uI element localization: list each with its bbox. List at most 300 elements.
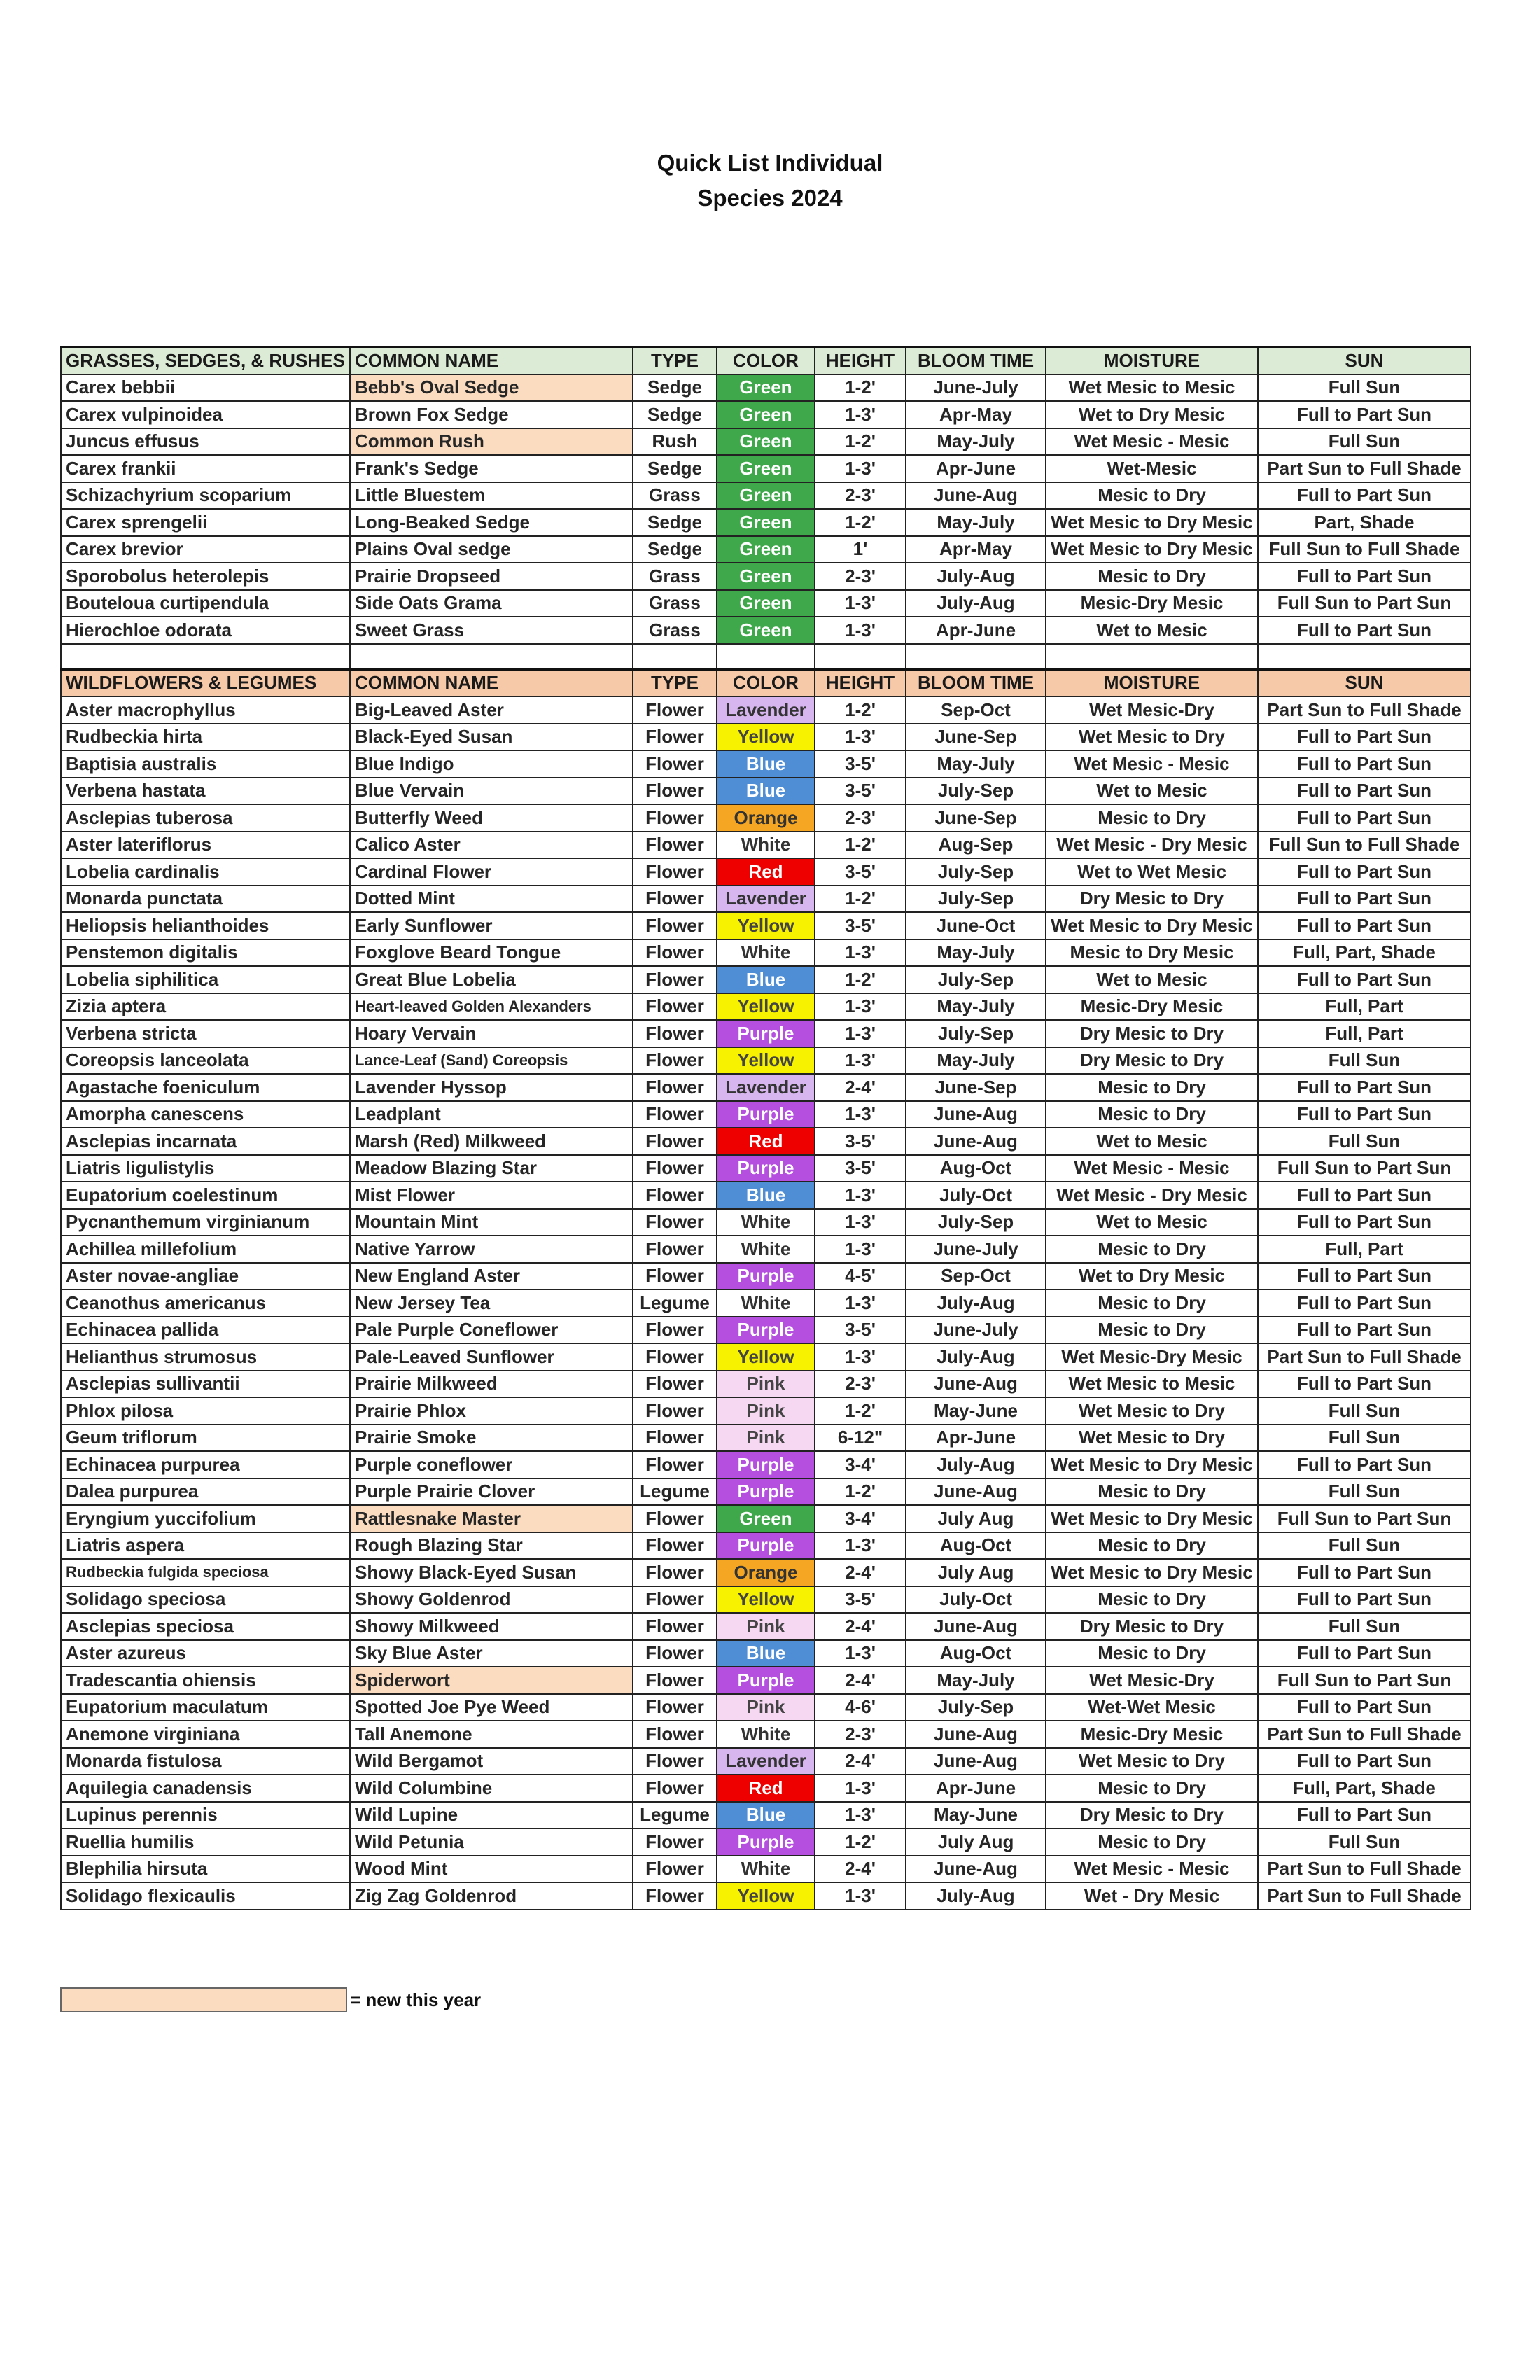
common-name-cell: Cardinal Flower [350,858,633,886]
type-cell: Flower [633,1640,717,1667]
common-name-cell: Side Oats Grama [350,590,633,617]
scientific-name-cell: Verbena hastata [61,778,350,805]
scientific-name-cell: Hierochloe odorata [61,617,350,644]
bloom-time-cell: July-Sep [906,778,1046,805]
height-cell: 1-3' [815,1209,906,1236]
moisture-cell: Wet Mesic to Dry [1046,1424,1258,1452]
scientific-name-cell: Eryngium yuccifolium [61,1505,350,1532]
sun-cell: Full Sun [1258,1828,1471,1856]
color-cell: Green [717,455,815,482]
empty-cell [350,644,633,670]
moisture-cell: Wet Mesic - Dry Mesic [1046,1182,1258,1209]
table-row [61,563,1471,590]
moisture-cell: Wet to Mesic [1046,617,1258,644]
height-cell: 1-2' [815,374,906,402]
bloom-time-cell: July-Aug [906,563,1046,590]
sun-cell: Full to Part Sun [1258,1802,1471,1829]
type-cell: Flower [633,832,717,859]
type-cell: Sedge [633,509,717,536]
common-name-cell: Long-Beaked Sedge [350,509,633,536]
height-cell: 1-3' [815,1101,906,1128]
table-row [61,509,1471,536]
moisture-cell: Wet Mesic to Dry Mesic [1046,912,1258,939]
table-row [61,1047,1471,1074]
table-row [61,428,1471,456]
moisture-cell: Dry Mesic to Dry [1046,1802,1258,1829]
table-row [61,1289,1471,1317]
sun-cell: Full to Part Sun [1258,401,1471,428]
height-cell: 1-2' [815,966,906,993]
moisture-cell: Mesic to Dry [1046,1774,1258,1802]
height-cell: 1-2' [815,832,906,859]
height-cell: 1-3' [815,993,906,1021]
color-cell: Yellow [717,1047,815,1074]
height-cell: 1-2' [815,428,906,456]
scientific-name-cell: Penstemon digitalis [61,939,350,967]
moisture-cell: Wet Mesic to Mesic [1046,1371,1258,1398]
color-cell: White [717,939,815,967]
bloom-time-cell: May-July [906,1047,1046,1074]
moisture-cell: Wet Mesic-Dry Mesic [1046,1343,1258,1371]
color-cell: Yellow [717,993,815,1021]
moisture-cell: Wet-Mesic [1046,455,1258,482]
color-cell: Purple [717,1155,815,1182]
moisture-cell: Dry Mesic to Dry [1046,1047,1258,1074]
sun-cell: Part Sun to Full Shade [1258,1882,1471,1910]
table-row [61,374,1471,402]
sun-cell: Full to Part Sun [1258,886,1471,913]
height-cell: 1-3' [815,1020,906,1047]
column-header: HEIGHT [815,669,906,696]
type-cell: Flower [633,1721,717,1748]
type-cell: Sedge [633,374,717,402]
common-name-cell: Brown Fox Sedge [350,401,633,428]
sun-cell: Full to Part Sun [1258,912,1471,939]
common-name-cell: Showy Goldenrod [350,1586,633,1614]
sun-cell: Full to Part Sun [1258,1074,1471,1101]
height-cell: 1-2' [815,696,906,724]
height-cell: 2-4' [815,1559,906,1586]
height-cell: 2-4' [815,1667,906,1694]
column-header: MOISTURE [1046,669,1258,696]
height-cell: 1-3' [815,401,906,428]
table-row [61,1451,1471,1478]
scientific-name-cell: Helianthus strumosus [61,1343,350,1371]
height-cell: 1-3' [815,590,906,617]
sun-cell: Full to Part Sun [1258,1451,1471,1478]
bloom-time-cell: Apr-May [906,401,1046,428]
common-name-cell: Wood Mint [350,1856,633,1883]
height-cell: 1-3' [815,1802,906,1829]
common-name-cell: Foxglove Beard Tongue [350,939,633,967]
height-cell: 3-4' [815,1451,906,1478]
bloom-time-cell: Sep-Oct [906,696,1046,724]
type-cell: Flower [633,1667,717,1694]
height-cell: 4-5' [815,1263,906,1290]
table-row [61,536,1471,564]
bloom-time-cell: July Aug [906,1559,1046,1586]
type-cell: Flower [633,1424,717,1452]
sun-cell: Part Sun to Full Shade [1258,1856,1471,1883]
type-cell: Flower [633,750,717,778]
type-cell: Flower [633,1613,717,1640]
height-cell: 3-5' [815,858,906,886]
color-cell: Green [717,563,815,590]
color-cell: White [717,832,815,859]
table-row [61,939,1471,967]
table-row [61,1559,1471,1586]
scientific-name-cell: Ruellia humilis [61,1828,350,1856]
bloom-time-cell: June-Aug [906,1721,1046,1748]
color-cell: White [717,1289,815,1317]
moisture-cell: Wet Mesic - Dry Mesic [1046,832,1258,859]
sun-cell: Full Sun [1258,1613,1471,1640]
moisture-cell: Wet Mesic to Dry [1046,724,1258,751]
moisture-cell: Wet Mesic - Mesic [1046,1856,1258,1883]
scientific-name-cell: Carex bebbii [61,374,350,402]
scientific-name-cell: Agastache foeniculum [61,1074,350,1101]
color-cell: Lavender [717,696,815,724]
bloom-time-cell: June-July [906,1236,1046,1263]
common-name-cell: Wild Petunia [350,1828,633,1856]
color-cell: Green [717,617,815,644]
height-cell: 2-4' [815,1748,906,1775]
bloom-time-cell: July-Aug [906,1289,1046,1317]
height-cell: 3-5' [815,1317,906,1344]
moisture-cell: Wet Mesic to Dry Mesic [1046,1505,1258,1532]
scientific-name-cell: Asclepias speciosa [61,1613,350,1640]
column-header: WILDFLOWERS & LEGUMES [61,669,350,696]
scientific-name-cell: Geum triflorum [61,1424,350,1452]
column-header: BLOOM TIME [906,669,1046,696]
bloom-time-cell: June-Sep [906,724,1046,751]
sun-cell: Full Sun [1258,1424,1471,1452]
moisture-cell: Mesic to Dry [1046,1586,1258,1614]
scientific-name-cell: Lobelia cardinalis [61,858,350,886]
type-cell: Legume [633,1802,717,1829]
moisture-cell: Dry Mesic to Dry [1046,1020,1258,1047]
height-cell: 4-6' [815,1694,906,1721]
type-cell: Flower [633,1020,717,1047]
sun-cell: Part, Shade [1258,509,1471,536]
common-name-cell: Tall Anemone [350,1721,633,1748]
sun-cell: Part Sun to Full Shade [1258,455,1471,482]
scientific-name-cell: Tradescantia ohiensis [61,1667,350,1694]
moisture-cell: Wet Mesic to Dry [1046,1397,1258,1424]
empty-cell [1046,644,1258,670]
bloom-time-cell: Apr-June [906,1774,1046,1802]
bloom-time-cell: May-July [906,993,1046,1021]
common-name-cell: Native Yarrow [350,1236,633,1263]
scientific-name-cell: Rudbeckia hirta [61,724,350,751]
scientific-name-cell: Phlox pilosa [61,1397,350,1424]
type-cell: Flower [633,886,717,913]
color-cell: Lavender [717,1074,815,1101]
common-name-cell: Plains Oval sedge [350,536,633,564]
height-cell: 3-5' [815,1155,906,1182]
empty-cell [633,644,717,670]
table-row [61,1128,1471,1155]
common-name-cell: Pale-Leaved Sunflower [350,1343,633,1371]
scientific-name-cell: Echinacea purpurea [61,1451,350,1478]
type-cell: Flower [633,1343,717,1371]
empty-cell [61,644,350,670]
color-cell: Red [717,858,815,886]
column-header: COLOR [717,347,815,374]
type-cell: Flower [633,1209,717,1236]
bloom-time-cell: Aug-Oct [906,1640,1046,1667]
bloom-time-cell: July-Sep [906,966,1046,993]
height-cell: 1-3' [815,1343,906,1371]
column-header: SUN [1258,347,1471,374]
bloom-time-cell: July Aug [906,1505,1046,1532]
scientific-name-cell: Anemone virginiana [61,1721,350,1748]
sun-cell: Full Sun [1258,1397,1471,1424]
height-cell: 1-3' [815,1047,906,1074]
type-cell: Flower [633,1074,717,1101]
moisture-cell: Wet to Wet Mesic [1046,858,1258,886]
type-cell: Legume [633,1478,717,1506]
table-row [61,966,1471,993]
common-name-cell: Rattlesnake Master [350,1505,633,1532]
scientific-name-cell: Pycnanthemum virginianum [61,1209,350,1236]
type-cell: Sedge [633,536,717,564]
scientific-name-cell: Eupatorium maculatum [61,1694,350,1721]
table-row [61,750,1471,778]
type-cell: Sedge [633,455,717,482]
height-cell: 1-3' [815,1640,906,1667]
bloom-time-cell: Aug-Oct [906,1532,1046,1560]
height-cell: 2-3' [815,563,906,590]
color-cell: Purple [717,1020,815,1047]
table-row [61,1856,1471,1883]
type-cell: Flower [633,1371,717,1398]
color-cell: Red [717,1774,815,1802]
sun-cell: Full to Part Sun [1258,724,1471,751]
scientific-name-cell: Aster novae-angliae [61,1263,350,1290]
table-row [61,455,1471,482]
moisture-cell: Wet to Mesic [1046,1128,1258,1155]
bloom-time-cell: Apr-May [906,536,1046,564]
table-row [61,1397,1471,1424]
scientific-name-cell: Dalea purpurea [61,1478,350,1506]
common-name-cell: Sky Blue Aster [350,1640,633,1667]
common-name-cell: Pale Purple Coneflower [350,1317,633,1344]
type-cell: Flower [633,1397,717,1424]
bloom-time-cell: Apr-June [906,617,1046,644]
type-cell: Flower [633,696,717,724]
color-cell: White [717,1236,815,1263]
bloom-time-cell: July-Sep [906,1209,1046,1236]
moisture-cell: Wet Mesic to Mesic [1046,374,1258,402]
sun-cell: Full to Part Sun [1258,563,1471,590]
bloom-time-cell: July-Oct [906,1586,1046,1614]
bloom-time-cell: June-Aug [906,1613,1046,1640]
height-cell: 1-2' [815,1397,906,1424]
height-cell: 2-4' [815,1074,906,1101]
bloom-time-cell: Sep-Oct [906,1263,1046,1290]
color-cell: Purple [717,1478,815,1506]
color-cell: Blue [717,1182,815,1209]
color-cell: Lavender [717,886,815,913]
sun-cell: Full Sun to Part Sun [1258,1155,1471,1182]
height-cell: 1-3' [815,455,906,482]
sun-cell: Full to Part Sun [1258,966,1471,993]
common-name-cell: Great Blue Lobelia [350,966,633,993]
scientific-name-cell: Monarda fistulosa [61,1748,350,1775]
color-cell: Purple [717,1532,815,1560]
moisture-cell: Mesic-Dry Mesic [1046,993,1258,1021]
scientific-name-cell: Aster macrophyllus [61,696,350,724]
type-cell: Flower [633,1101,717,1128]
scientific-name-cell: Heliopsis helianthoides [61,912,350,939]
table-row [61,1101,1471,1128]
column-header: GRASSES, SEDGES, & RUSHES [61,347,350,374]
color-cell: Purple [717,1828,815,1856]
type-cell: Flower [633,1317,717,1344]
table-row [61,1074,1471,1101]
scientific-name-cell: Asclepias incarnata [61,1128,350,1155]
bloom-time-cell: July-Aug [906,1882,1046,1910]
moisture-cell: Wet Mesic to Dry Mesic [1046,1559,1258,1586]
color-cell: Green [717,482,815,510]
moisture-cell: Wet-Wet Mesic [1046,1694,1258,1721]
table-row [61,912,1471,939]
type-cell: Flower [633,1505,717,1532]
scientific-name-cell: Liatris aspera [61,1532,350,1560]
sun-cell: Full, Part [1258,993,1471,1021]
sun-cell: Full, Part [1258,1020,1471,1047]
type-cell: Flower [633,724,717,751]
scientific-name-cell: Sporobolus heterolepis [61,563,350,590]
sun-cell: Full Sun [1258,1532,1471,1560]
color-cell: Green [717,536,815,564]
moisture-cell: Wet to Dry Mesic [1046,401,1258,428]
height-cell: 1-3' [815,1289,906,1317]
color-cell: Pink [717,1424,815,1452]
scientific-name-cell: Rudbeckia fulgida speciosa [61,1559,350,1586]
bloom-time-cell: July-Aug [906,1451,1046,1478]
color-cell: Purple [717,1101,815,1128]
bloom-time-cell: July-Aug [906,590,1046,617]
type-cell: Rush [633,428,717,456]
type-cell: Flower [633,1182,717,1209]
bloom-time-cell: Aug-Oct [906,1155,1046,1182]
moisture-cell: Mesic to Dry [1046,563,1258,590]
sun-cell: Full, Part, Shade [1258,939,1471,967]
bloom-time-cell: July-Sep [906,858,1046,886]
color-cell: Green [717,401,815,428]
bloom-time-cell: July-Aug [906,1343,1046,1371]
table-row [61,1020,1471,1047]
color-cell: White [717,1856,815,1883]
table-row [61,1209,1471,1236]
bloom-time-cell: July-Sep [906,1694,1046,1721]
column-header: TYPE [633,669,717,696]
moisture-cell: Mesic to Dry [1046,1640,1258,1667]
bloom-time-cell: June-Aug [906,1748,1046,1775]
height-cell: 1-2' [815,1828,906,1856]
table-row [61,804,1471,832]
type-cell: Flower [633,993,717,1021]
table-row [61,886,1471,913]
scientific-name-cell: Blephilia hirsuta [61,1856,350,1883]
table-row [61,724,1471,751]
sun-cell: Full, Part, Shade [1258,1774,1471,1802]
height-cell: 2-3' [815,1721,906,1748]
sun-cell: Full to Part Sun [1258,750,1471,778]
common-name-cell: Little Bluestem [350,482,633,510]
scientific-name-cell: Asclepias sullivantii [61,1371,350,1398]
type-cell: Flower [633,1263,717,1290]
sun-cell: Full Sun [1258,374,1471,402]
species-table-body [61,347,1471,1910]
grasses-header-row [61,347,1471,374]
sun-cell: Full Sun to Part Sun [1258,1667,1471,1694]
color-cell: White [717,1209,815,1236]
color-cell: Orange [717,804,815,832]
type-cell: Sedge [633,401,717,428]
scientific-name-cell: Carex vulpinoidea [61,401,350,428]
bloom-time-cell: June-Sep [906,804,1046,832]
common-name-cell: Wild Columbine [350,1774,633,1802]
bloom-time-cell: June-Aug [906,482,1046,510]
common-name-cell: Frank's Sedge [350,455,633,482]
moisture-cell: Mesic-Dry Mesic [1046,590,1258,617]
type-cell: Flower [633,778,717,805]
column-header: TYPE [633,347,717,374]
table-row [61,1182,1471,1209]
bloom-time-cell: July-Oct [906,1182,1046,1209]
common-name-cell: Lavender Hyssop [350,1074,633,1101]
height-cell: 3-4' [815,1505,906,1532]
table-row [61,1532,1471,1560]
common-name-cell: Calico Aster [350,832,633,859]
height-cell: 3-5' [815,912,906,939]
color-cell: Green [717,590,815,617]
bloom-time-cell: June-Aug [906,1101,1046,1128]
sun-cell: Full to Part Sun [1258,1640,1471,1667]
table-row [61,1640,1471,1667]
table-row [61,1882,1471,1910]
height-cell: 2-3' [815,482,906,510]
type-cell: Flower [633,1532,717,1560]
wildflowers-header-row [61,669,1471,696]
color-cell: Blue [717,750,815,778]
empty-cell [1258,644,1471,670]
common-name-cell: Sweet Grass [350,617,633,644]
scientific-name-cell: Ceanothus americanus [61,1289,350,1317]
scientific-name-cell: Verbena stricta [61,1020,350,1047]
table-row [61,832,1471,859]
height-cell: 6-12" [815,1424,906,1452]
common-name-cell: Marsh (Red) Milkweed [350,1128,633,1155]
height-cell: 1-3' [815,724,906,751]
common-name-cell: Hoary Vervain [350,1020,633,1047]
table-row [61,1343,1471,1371]
table-row [61,1263,1471,1290]
table-row [61,696,1471,724]
sun-cell: Full Sun [1258,1478,1471,1506]
bloom-time-cell: June-Oct [906,912,1046,939]
color-cell: Green [717,509,815,536]
column-header: MOISTURE [1046,347,1258,374]
bloom-time-cell: June-July [906,374,1046,402]
table-row [61,1155,1471,1182]
moisture-cell: Mesic to Dry [1046,1532,1258,1560]
height-cell: 1-3' [815,1532,906,1560]
sun-cell: Full to Part Sun [1258,482,1471,510]
